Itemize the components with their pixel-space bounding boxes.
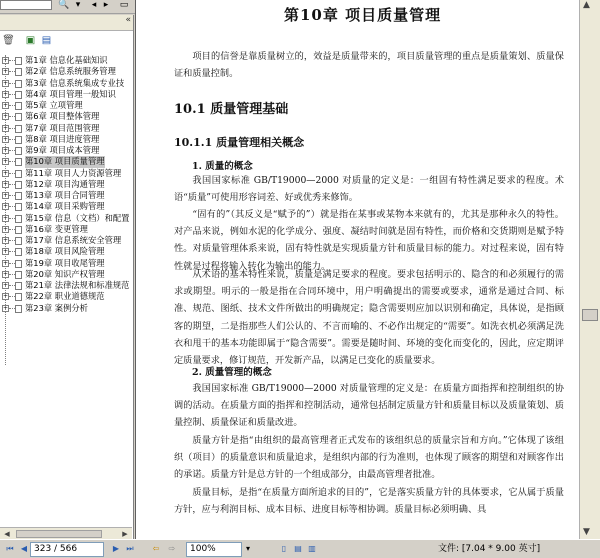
- document-size-label: 文件: [7.04 * 9.00 英寸]: [438, 544, 541, 554]
- expand-icon[interactable]: +: [3, 270, 9, 278]
- chapter-title: 第10章 项目质量管理: [284, 6, 442, 24]
- page-number-field[interactable]: 323 / 566: [30, 542, 104, 557]
- expand-bookmark-icon[interactable]: ▤: [41, 35, 52, 46]
- bookmark-label: 第16章 变更管理: [25, 223, 88, 234]
- sidebar-h-scrollbar[interactable]: [0, 527, 132, 539]
- bookmark-item[interactable]: [0, 269, 132, 280]
- expand-icon[interactable]: +: [3, 192, 9, 199]
- section-heading: 10.1 质量管理基础: [174, 102, 289, 117]
- bookmark-page-icon: [15, 158, 22, 166]
- bookmarks-header: [0, 15, 133, 31]
- view-icon[interactable]: ▭: [119, 0, 129, 10]
- paragraph-1: 我国国家标准 GB/T19000—2000 对质量的定义是：一组固有特性满足要求的程度。术语“质量”可使用形容词差、好或优秀来修饰。: [174, 175, 564, 204]
- bookmark-item[interactable]: [0, 235, 132, 246]
- expand-icon[interactable]: +: [3, 180, 9, 188]
- bookmark-page-icon: [15, 181, 22, 189]
- bookmark-label: 第20章 知识产权管理: [25, 268, 105, 279]
- bookmark-label: 第6章 项目整体管理: [25, 111, 100, 122]
- search-icon[interactable]: 🔍: [58, 0, 70, 10]
- bookmark-label: 第7章 项目范围管理: [25, 122, 100, 133]
- document-page: [135, 0, 579, 539]
- expand-icon[interactable]: +: [3, 282, 9, 289]
- bookmark-page-icon: [15, 215, 22, 223]
- scroll-right-icon[interactable]: ▶: [122, 530, 128, 538]
- bookmark-label: 第17章 信息系统安全管理: [25, 235, 122, 245]
- expand-icon[interactable]: +: [3, 237, 9, 244]
- last-page-icon[interactable]: ⏭: [126, 544, 134, 553]
- bookmarks-toolbar: [0, 31, 133, 51]
- bookmark-label: 第15章 信息（文档）和配置: [25, 212, 130, 223]
- scrollbar-thumb[interactable]: [16, 530, 102, 538]
- expand-icon[interactable]: +: [3, 102, 9, 109]
- bookmark-page-icon: [15, 91, 22, 99]
- expand-icon[interactable]: +: [3, 169, 9, 177]
- bookmark-page-icon: [15, 125, 22, 133]
- expand-icon[interactable]: +: [3, 304, 9, 312]
- intro-paragraph: 项目的信誉是靠质量树立的，效益是质量带来的，项目质量管理的重点是质量策划、质量保证和质量控制。: [174, 51, 564, 80]
- bookmark-page-icon: [15, 68, 22, 76]
- bookmark-label: 第4章 项目管理一般知识: [25, 88, 116, 99]
- bookmark-item[interactable]: [0, 123, 132, 134]
- bookmark-page-icon: [15, 293, 22, 301]
- prev-page-icon[interactable]: ◀: [20, 544, 28, 553]
- bookmark-label: 第5章 立项管理: [25, 100, 83, 110]
- bookmark-page-icon: [15, 260, 22, 268]
- toolbar-input[interactable]: [0, 0, 52, 10]
- bookmark-label: 第3章 信息系统集成专业技: [25, 77, 125, 88]
- forward-icon[interactable]: ⇨: [168, 544, 176, 553]
- bookmark-label: 第22章 职业道德规范: [25, 291, 105, 302]
- bookmark-page-icon: [15, 102, 22, 110]
- first-page-icon[interactable]: ⏮: [6, 544, 14, 553]
- collapse-panel-icon[interactable]: «: [125, 15, 131, 25]
- bookmark-label: 第23章 案例分析: [25, 302, 88, 313]
- facing-page-icon[interactable]: ▥: [308, 544, 316, 553]
- bookmark-label: 第1章 信息化基础知识: [25, 55, 108, 65]
- bookmark-item[interactable]: [0, 145, 132, 156]
- new-bookmark-icon[interactable]: ▣: [25, 35, 36, 46]
- expand-icon[interactable]: +: [3, 113, 9, 121]
- subheading-quality-management: 2. 质量管理的概念: [192, 367, 272, 378]
- bookmark-page-icon: [15, 147, 22, 155]
- nav-right-icon[interactable]: ▸: [103, 0, 109, 10]
- paragraph-2: “固有的”（其反义是“赋予的”）就是指在某事或某物本来就有的，尤其是那种永久的特性。对产品来说，例如水泥的化学成分、强度、凝结时间就是固有特性，而价格和交货期则是赋予特性。对质量管理体系来说，固有特性就是实现质量方针和质量目标的能力。对过程来说，固有特性就是过程将输入转化为输出的能力。: [174, 209, 564, 272]
- expand-icon[interactable]: +: [3, 214, 9, 222]
- bookmark-page-icon: [15, 80, 22, 88]
- bookmarks-panel: [0, 15, 134, 539]
- next-page-icon[interactable]: ▶: [112, 544, 120, 553]
- expand-icon[interactable]: +: [3, 203, 9, 211]
- bookmark-item[interactable]: [0, 100, 132, 111]
- bookmark-item[interactable]: [0, 55, 132, 66]
- bookmark-item[interactable]: [0, 111, 132, 122]
- bookmark-label: 第11章 项目人力资源管理: [25, 167, 122, 178]
- scroll-up-icon[interactable]: ▲: [583, 0, 590, 10]
- document-v-scrollbar[interactable]: [579, 0, 600, 539]
- expand-icon[interactable]: +: [3, 158, 9, 166]
- bookmark-item[interactable]: [0, 246, 132, 257]
- bookmark-item[interactable]: [0, 213, 132, 224]
- bookmark-page-icon: [15, 282, 22, 290]
- scroll-left-icon[interactable]: ◀: [4, 530, 10, 538]
- bookmark-item[interactable]: [0, 89, 132, 100]
- bookmark-label: 第8章 项目进度管理: [25, 133, 100, 144]
- bookmark-label: 第19章 项目收尾管理: [25, 257, 105, 268]
- paragraph-5: 质量方针是指“由组织的最高管理者正式发布的该组织总的质量宗旨和方向。”它体现了该组织（项目）的质量意识和质量追求，是组织内部的行为准则，也体现了顾客的期望和对顾客作出的承诺。质量方针是总方针的一个组成部分，由最高管理者批准。: [174, 435, 564, 481]
- back-icon[interactable]: ⇦: [152, 544, 160, 553]
- bookmark-label: 第9章 项目成本管理: [25, 145, 100, 155]
- bookmark-page-icon: [15, 192, 22, 200]
- paragraph-3: 从术语的基本特性来说，质量是满足要求的程度。要求包括明示的、隐含的和必须履行的需求或期望。明示的一般是指在合同环境中，用户明确提出的需要或要求，通常是通过合同、标准、规范、图纸、技术文件所做出的明确规定；隐含需要则应加以识别和确定，具体说，是指顾客的期望，二是指那些人们公认的、不言而喻的、不必作出规定的“需要”。如洗衣机必须满足洗衣和甩干的基本功能即属于“隐含需要”。需要是随时间、环境的变化而变化的，因此，应定期评定质量要求，修订规范，开发新产品，以满足已变化的质量要求。: [174, 269, 564, 367]
- bookmark-page-icon: [15, 57, 22, 65]
- bookmark-item[interactable]: [0, 258, 132, 269]
- expand-icon[interactable]: +: [3, 259, 9, 267]
- bookmark-item[interactable]: [0, 134, 132, 145]
- zoom-dropdown-icon[interactable]: ▾: [245, 544, 250, 553]
- bookmark-item[interactable]: [0, 156, 132, 167]
- bookmark-item[interactable]: [0, 168, 132, 179]
- bookmark-page-icon: [15, 113, 22, 121]
- bookmark-item[interactable]: [0, 179, 132, 190]
- bookmark-label: 第2章 信息系统服务管理: [25, 66, 116, 77]
- expand-icon[interactable]: +: [3, 225, 9, 233]
- expand-icon[interactable]: +: [3, 79, 9, 87]
- expand-icon[interactable]: +: [3, 124, 9, 132]
- bookmark-label: 第18章 项目风险管理: [25, 246, 105, 257]
- bookmark-page-icon: [15, 136, 22, 144]
- bookmark-label: 第14章 项目采购管理: [25, 201, 105, 212]
- bookmark-item[interactable]: [0, 224, 132, 235]
- scroll-down-icon[interactable]: ▼: [583, 527, 590, 537]
- bookmark-page-icon: [15, 170, 22, 178]
- delete-icon[interactable]: 🗑: [2, 35, 15, 46]
- document-area: [135, 0, 600, 539]
- bookmark-page-icon: [15, 271, 22, 279]
- expand-icon[interactable]: +: [3, 57, 9, 64]
- bookmark-page-icon: [15, 248, 22, 256]
- bookmark-page-icon: [15, 305, 22, 313]
- status-bar: [0, 539, 600, 558]
- bookmark-page-icon: [15, 203, 22, 211]
- continuous-page-icon[interactable]: ▤: [294, 544, 302, 553]
- bookmark-item[interactable]: [0, 66, 132, 77]
- bookmark-item[interactable]: [0, 78, 132, 89]
- bookmark-item[interactable]: [0, 190, 132, 201]
- bookmark-label: 第12章 项目沟通管理: [25, 178, 105, 189]
- dropdown-icon[interactable]: ▾: [75, 0, 81, 10]
- bookmark-label: 第21章 法律法规和标准规范: [25, 280, 130, 290]
- expand-icon[interactable]: +: [3, 90, 9, 98]
- bookmark-item[interactable]: [0, 291, 132, 302]
- bookmark-item[interactable]: [0, 201, 132, 212]
- paragraph-6: 质量目标，是指“在质量方面所追求的目的”，它是落实质量方针的具体要求，它从属于质量方针，应与利润目标、成本目标、进度目标等相协调。质量目标必须明确、具: [174, 487, 564, 516]
- bookmark-label: 第10章 项目质量管理: [25, 156, 105, 167]
- paragraph-4: 我国国家标准 GB/T19000—2000 对质量管理的定义是：在质量方面指挥和控制组织的协调的活动。在质量方面的指挥和控制活动，通常包括制定质量方针和质量目标以及质量策划、质量控制、质量保证和质量改进。: [174, 383, 564, 429]
- bookmark-item[interactable]: [0, 280, 132, 291]
- document-scroll-thumb[interactable]: [582, 309, 598, 321]
- bookmark-label: 第13章 项目合同管理: [25, 190, 105, 200]
- expand-icon[interactable]: +: [3, 135, 9, 143]
- bookmark-tree: [0, 55, 132, 539]
- zoom-field[interactable]: 100%: [186, 542, 242, 557]
- expand-icon[interactable]: +: [3, 248, 9, 256]
- bookmark-page-icon: [15, 226, 22, 234]
- subsection-heading: 10.1.1 质量管理相关概念: [174, 136, 305, 149]
- expand-icon[interactable]: +: [3, 68, 9, 76]
- bookmark-item[interactable]: [0, 303, 132, 314]
- expand-icon[interactable]: +: [3, 293, 9, 301]
- single-page-icon[interactable]: ▯: [281, 544, 287, 553]
- expand-icon[interactable]: +: [3, 147, 9, 154]
- bookmark-page-icon: [15, 237, 22, 245]
- subheading-quality-concept: 1. 质量的概念: [192, 161, 253, 172]
- nav-left-icon[interactable]: ◂: [91, 0, 97, 10]
